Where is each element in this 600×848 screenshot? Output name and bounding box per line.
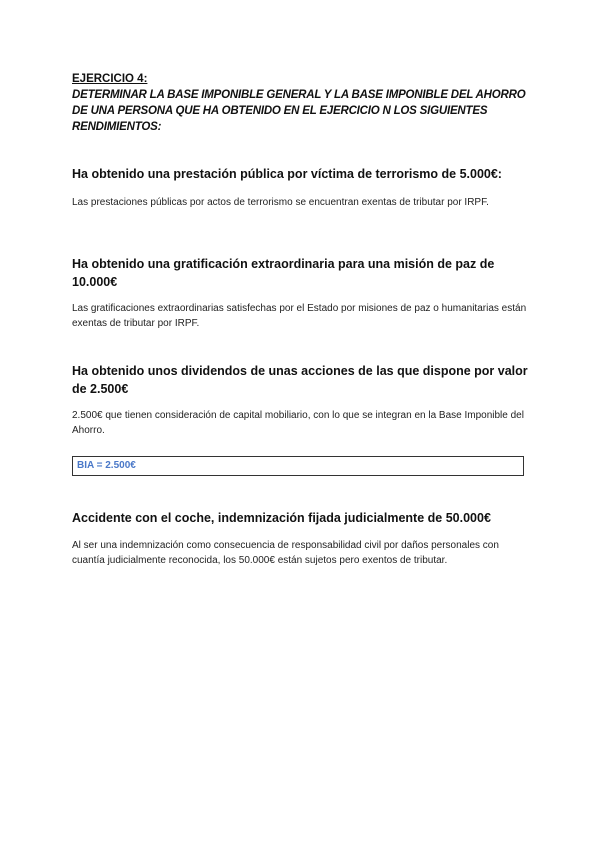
- section-body: Las prestaciones públicas por actos de terrorismo se encuentran exentas de tributar por IRPF.: [72, 197, 489, 208]
- exercise-header: [72, 72, 530, 135]
- section-body: Las gratificaciones extraordinarias satisfechas por el Estado por misiones de paz o humanitarias están exentas de tributar por IRPF.: [72, 303, 527, 329]
- section-heading: Ha obtenido una prestación pública por víctima de terrorismo de 5.000€:: [72, 167, 502, 181]
- section-accident: [72, 509, 530, 568]
- section-peace-mission: [72, 255, 530, 331]
- section-heading: Accidente con el coche, indemnización fijada judicialmente de 50.000€: [72, 511, 491, 525]
- section-heading: Ha obtenido una gratificación extraordinaria para una misión de paz de 10.000€: [72, 257, 495, 289]
- result-text: BIA = 2.500€: [77, 460, 136, 471]
- result-box: [72, 456, 524, 476]
- section-terrorism: [72, 165, 530, 210]
- section-body: Al ser una indemnización como consecuencia de responsabilidad civil por daños personales con cuantía judicialmente reconocida, los 50.000€ están sujetos pero exentos de tributar.: [72, 540, 499, 566]
- section-body: 2.500€ que tienen consideración de capital mobiliario, con lo que se integran en la Base Imponible del Ahorro.: [72, 410, 524, 436]
- exercise-title: DETERMINAR LA BASE IMPONIBLE GENERAL Y LA BASE IMPONIBLE DEL AHORRO DE UNA PERSONA QUE HA OBTENIDO EN EL EJERCICIO N LOS SIGUIENTES RENDIMIENTOS:: [72, 89, 526, 133]
- section-dividends: [72, 362, 530, 438]
- exercise-label: EJERCICIO 4:: [72, 73, 148, 85]
- section-heading: Ha obtenido unos dividendos de unas acciones de las que dispone por valor de 2.500€: [72, 364, 528, 396]
